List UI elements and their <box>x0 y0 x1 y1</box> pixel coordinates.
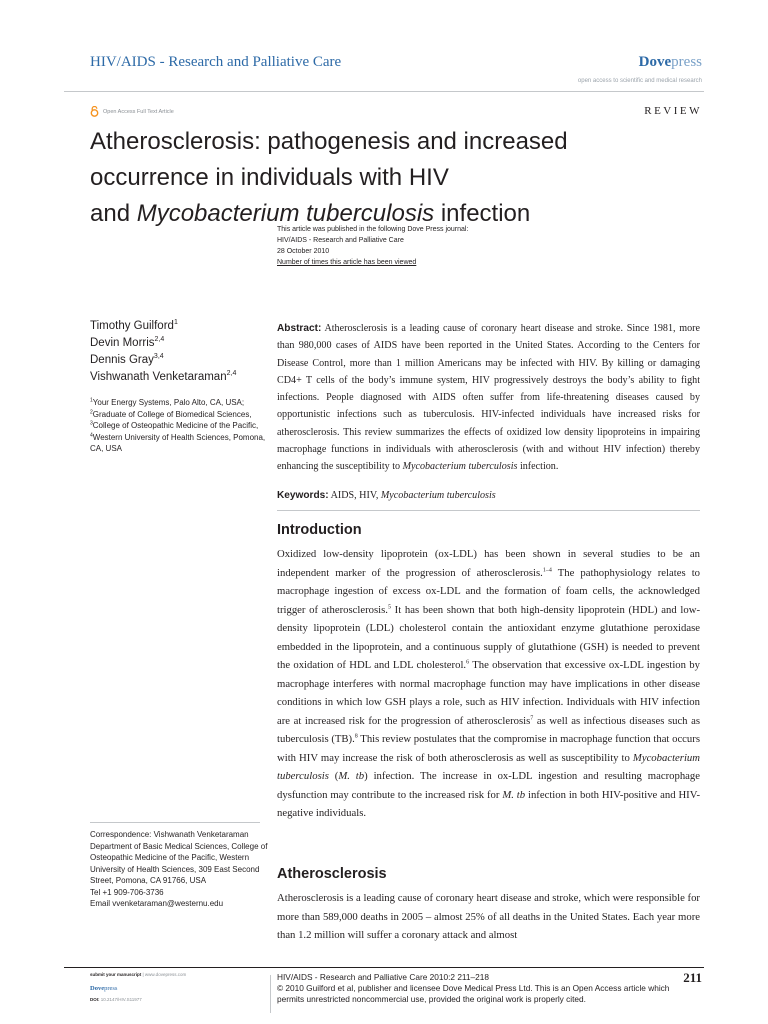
author: Timothy Guilford$^1$ <box>90 319 178 332</box>
atherosclerosis-text: Atherosclerosis is a leading cause of coronary heart disease and stroke, which were responsible for more than 589,000 deaths in 2005 – almost 25% of all deaths in the United States. Each year more than 1.2 million will suffer a coronary attack and almost <box>277 892 700 941</box>
affiliations: $^1$Your Energy Systems, Palo Alto, CA, USA; $^2$Graduate of College of Biomedical Sciences, $^3$College of Osteopathic Medicine of the Pacific, $^4$Western University of Health Sciences, Pomona, CA, USA <box>90 397 266 454</box>
page-number: 211 <box>683 970 702 985</box>
section-heading-atherosclerosis: Atherosclerosis <box>277 866 387 882</box>
footer-separator <box>270 975 271 1013</box>
submit-manuscript-link[interactable]: submit your manuscript | www.dovepress.com <box>90 972 187 977</box>
publisher-logo: Dovepress <box>638 54 702 70</box>
publisher-tagline: open access to scientific and medical research <box>577 78 702 84</box>
doi[interactable]: DOI: 10.2147/HIV.S11977 <box>90 997 142 1002</box>
author: Dennis Gray$^{3,4}$ <box>90 353 164 366</box>
introduction-text: Oxidized low-density lipoprotein (ox-LDL) has been shown in several studies to be an independent marker of the progression of atherosclerosis.$^{1-4}$ The pathophysiology relates to macrophage ingestion of excess ox-LDL and the formation of foam cells, the acknowledged trigger of atherosclerosis.$^5$ It has been shown that both high-density lipoprotein (HDL) and low-density lipoprotein (LDL) cholesterol contain the antioxidant enzyme glutathione peroxidase embedded in the lipoprotein, and a continuous supply of glutathione (GSH) is needed to prevent the oxidation of HDL and LDL cholesterol.$^6$ The observation that excessive ox-LDL ingestion by macrophage interferes with normal macrophage function may have implications in other disease conditions in which low GSH plays a role, such as HIV infection. Individuals with HIV infection are at increased risk for the progression of atherosclerosis$^7$ as well as infectious diseases such as tuberculosis (TB).$^8$ This review postulates that the compromise in macrophage function that occurs with HIV may increase the risk of both atherosclerosis as well as susceptibility to Mycobacterium tuberculosis (M. tb) infection. The increase in ox-LDL ingestion and resulting macrophage dysfunction may contribute to the increased risk for M. tb infection in both HIV-positive and HIV-negative individuals. <box>277 548 701 819</box>
views-link[interactable]: Number of times this article has been viewed <box>277 259 417 266</box>
header-divider <box>64 91 704 92</box>
abstract: Abstract: Atherosclerosis is a leading cause of coronary heart disease and stroke. Since 1981, more than 980,000 cases of AIDS have been reported in the United States. According to the Centers for Disease Control, more than 1 million Americans may be infected with HIV. By killing or damaging CD4+ T cells of the body’s immune system, HIV progressively destroys the body’s ability to fight infections. People diagnosed with AIDS often suffer from life-threatening diseases caused by opportunistic infections such as tuberculosis. HIV-infected individuals have increased risks for atherosclerosis. This review summarizes the effects of oxidized low density lipoproteins in impairing macrophage functions in individuals with atherosclerosis (with and without HIV infection) thereby enhancing the susceptibility to Mycobacterium tuberculosis infection. <box>277 323 700 473</box>
abstract-divider <box>277 510 700 511</box>
correspondence-email[interactable]: Email vvenketaraman@westernu.edu <box>90 899 224 908</box>
footer-divider <box>64 967 704 968</box>
open-access-label: Open Access Full Text Article <box>90 106 174 117</box>
article-type: REVIEW <box>644 105 702 117</box>
open-access-icon <box>90 106 99 117</box>
author: Vishwanath Venketaraman$^{2,4}$ <box>90 370 237 383</box>
author: Devin Morris$^{2,4}$ <box>90 336 165 349</box>
article-title: Atherosclerosis: pathogenesis and increased occurrence in individuals with HIV and Mycobacterium tuberculosis infection <box>90 128 568 227</box>
footer-citation: HIV/AIDS - Research and Palliative Care 2010:2 211–218 © 2010 Guilford et al, publisher and licensee Dove Medical Press Ltd. This is an Open Access article which permits unrestricted noncommercial use, provided the original work is properly cited. <box>277 972 670 1004</box>
correspondence-divider <box>90 822 260 823</box>
publication-info: This article was published in the following Dove Press journal: HIV/AIDS - Research and Palliative Care 28 October 2010 Number of times this article has been viewed <box>277 226 469 266</box>
section-heading-introduction: Introduction <box>277 522 362 538</box>
author-list <box>90 318 236 386</box>
journal-name: HIV/AIDS - Research and Palliative Care <box>90 54 342 70</box>
keywords: Keywords: AIDS, HIV, Mycobacterium tuberculosis <box>277 490 496 501</box>
correspondence: Correspondence: Vishwanath Venketaraman Department of Basic Medical Sciences, College of Osteopathic Medicine of the Pacific, Western University of Health Sciences, 309 East Second Street, Pomona, CA 91766, USA Tel +1 909-706-3736 Email vvenketaraman@westernu.edu <box>90 829 270 910</box>
footer-publisher-logo: Dovepress <box>90 985 118 992</box>
